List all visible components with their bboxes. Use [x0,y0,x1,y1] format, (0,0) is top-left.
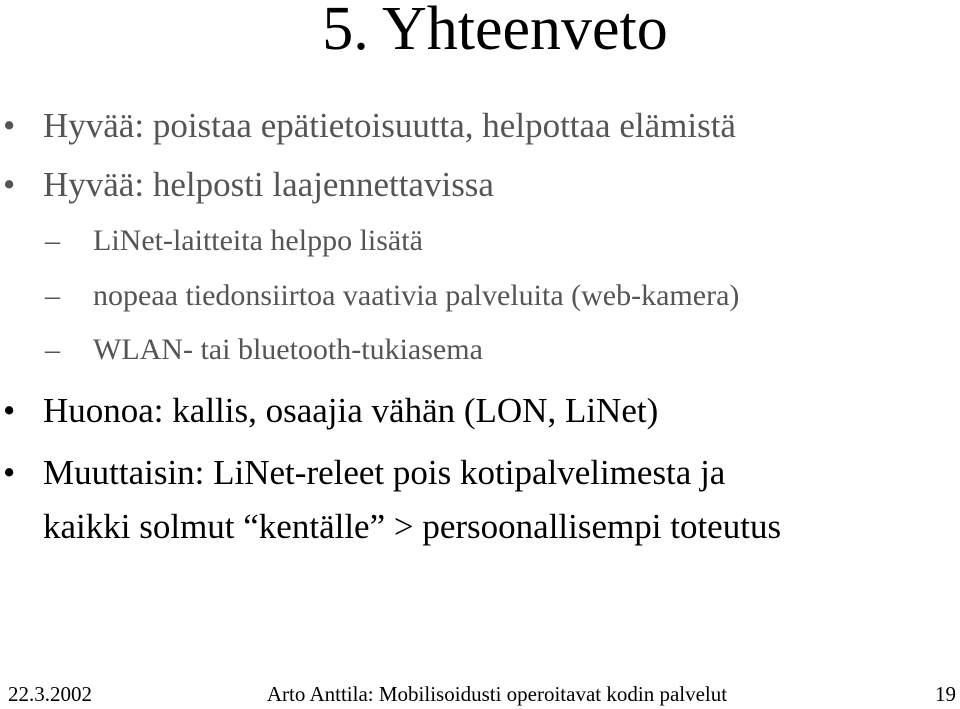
dash-icon: – [45,333,60,366]
footer-author-title: Arto Anttila: Mobilisoidusti operoitavat kodin palvelut [266,682,728,706]
list-item-text: Muuttaisin: LiNet-releet pois kotipalvelimesta ja [43,453,726,492]
list-item-text: nopeaa tiedonsiirtoa vaativia palveluita (web-kamera) [93,279,740,312]
dash-icon: – [45,224,60,257]
list-item-text: Hyvää: helposti laajennettavissa [43,165,494,204]
footer-page-number: 19 [935,682,956,706]
list-item-text: Hyvää: poistaa epätietoisuutta, helpottaa elämistä [43,106,736,145]
slide-title: 5. Yhteenveto [322,0,668,63]
list-item-text: WLAN- tai bluetooth-tukiasema [93,333,483,366]
list-item-text: LiNet-laitteita helppo lisätä [93,224,423,257]
footer-date: 22.3.2002 [8,682,92,706]
dash-icon: – [45,279,60,312]
bullet-icon: • [3,106,16,145]
bullet-icon: • [3,453,16,492]
list-item-text: Huonoa: kallis, osaajia vähän (LON, LiNet) [43,391,659,430]
list-item-text: kaikki solmut “kentälle” > persoonallisempi toteutus [43,507,782,546]
slide-footer [0,680,960,708]
bullet-icon: • [3,391,16,430]
bullet-icon: • [3,165,16,204]
